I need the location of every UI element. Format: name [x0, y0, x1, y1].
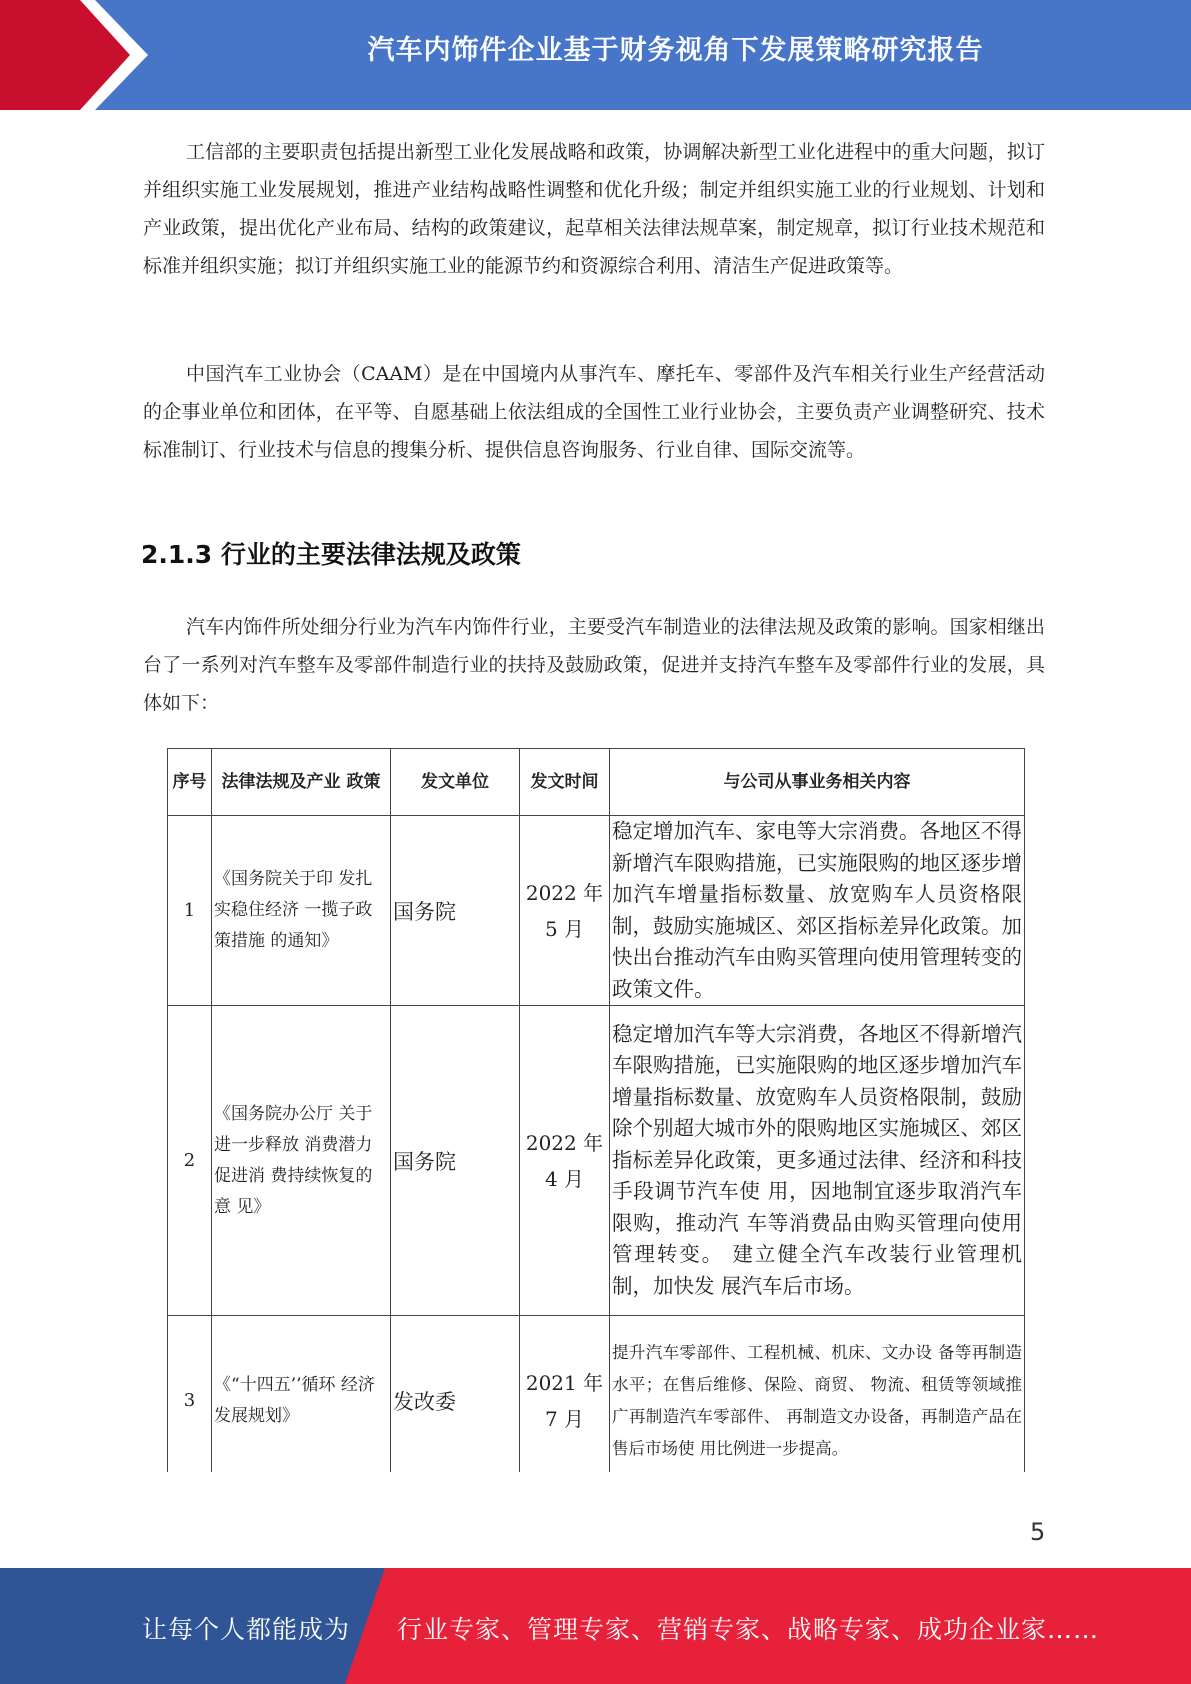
row-time: 2022 年 4 月 — [520, 1006, 610, 1316]
header-content: 与公司从事业务相关内容 — [610, 749, 1025, 816]
footer-slogan-right: 行业专家、管理专家、营销专家、战略专家、成功企业家…… — [397, 1615, 1100, 1644]
policy-table — [167, 748, 1025, 1486]
row-unit: 国务院 — [391, 816, 520, 1006]
table-row — [168, 1316, 1025, 1486]
header-time: 发文时间 — [520, 749, 610, 816]
row-time: 2022 年 5 月 — [520, 816, 610, 1006]
row-content: 稳定增加汽车、家电等大宗消费。各地区不得新增汽车限购措施，已实施限购的地区逐步增加汽车增量指标数量、放宽购车人员资格限制，鼓励实施城区、郊区指标差异化政策。加快出台推动汽车由购买管理向使用管理转变的政策文件。 — [610, 816, 1025, 1006]
paragraph-caam-intro: 中国汽车工业协会（CAAM）是在中国境内从事汽车、摩托车、零部件及汽车相关行业生产经营活动的企事业单位和团体，在平等、自愿基础上依法组成的全国性工业行业协会，主要负责产业调整研究、技术标准制订、行业技术与信息的搜集分析、提供信息咨询服务、行业自律、国际交流等。 — [143, 363, 1045, 461]
row-unit: 发改委 — [391, 1316, 520, 1486]
row-num: 1 — [168, 816, 212, 1006]
table-page-break-mask — [160, 1472, 1035, 1512]
footer-banner — [0, 1568, 1191, 1684]
section-intro-paragraph: 汽车内饰件所处细分行业为汽车内饰件行业，主要受汽车制造业的法律法规及政策的影响。国家相继出台了一系列对汽车整车及零部件制造行业的扶持及鼓励政策，促进并支持汽车整车及零部件行业的发展，具体如下： — [143, 616, 1045, 714]
report-title: 汽车内饰件企业基于财务视角下发展策略研究报告 — [367, 35, 984, 66]
row-content: 提升汽车零部件、工程机械、机床、文办设 备等再制造水平；在售后维修、保险、商贸、 物流、租赁等领域推广再制造汽车零部件、 再制造文办设备，再制造产品在售后市场使 用比例进一步提高。 — [610, 1316, 1025, 1486]
row-num: 2 — [168, 1006, 212, 1316]
row-content: 稳定增加汽车等大宗消费，各地区不得新增汽车限购措施，已实施限购的地区逐步增加汽车增量指标数量、放宽购车人员资格限制，鼓励除个别超大城市外的限购地区实施城区、郊区指标差异化政策，更多通过法律、经济和科技手段调节汽车使 用，因地制宜逐步取消汽车限购，推动汽 车等消费品由购买管理向使用管理转变。 建立健全汽车改装行业管理机制，加快发 展汽车后市场。 — [610, 1006, 1025, 1316]
footer-slogan-left: 让每个人都能成为 — [142, 1615, 351, 1644]
table-header-row — [168, 749, 1025, 816]
table-row — [168, 1006, 1025, 1316]
row-law: 《“十四五’’循环 经济发展规划》 — [212, 1316, 391, 1486]
header-banner — [0, 0, 1191, 110]
page-number: 5 — [1030, 1518, 1046, 1546]
table-row — [168, 816, 1025, 1006]
paragraph-miit-duties: 工信部的主要职责包括提出新型工业化发展战略和政策，协调解决新型工业化进程中的重大问题，拟订并组织实施工业发展规划，推进产业结构战略性调整和优化升级；制定并组织实施工业的行业规划、计划和产业政策，提出优化产业布局、结构的政策建议，起草相关法律法规草案，制定规章，拟订行业技术规范和标准并组织实施；拟订并组织实施工业的能源节约和资源综合利用、清洁生产促进政策等。 — [143, 141, 1045, 277]
row-law: 《国务院办公厅 关于进一步释放 消费潜力促进消 费持续恢复的意 见》 — [212, 1006, 391, 1316]
header-num: 序号 — [168, 749, 212, 816]
row-time: 2021 年 7 月 — [520, 1316, 610, 1486]
row-law: 《国务院关于印 发扎实稳住经济 一揽子政策措施 的通知》 — [212, 816, 391, 1006]
row-unit: 国务院 — [391, 1006, 520, 1316]
header-unit: 发文单位 — [391, 749, 520, 816]
header-law: 法律法规及产业 政策 — [212, 749, 391, 816]
section-heading: 2.1.3 行业的主要法律法规及政策 — [141, 540, 521, 569]
row-num: 3 — [168, 1316, 212, 1486]
